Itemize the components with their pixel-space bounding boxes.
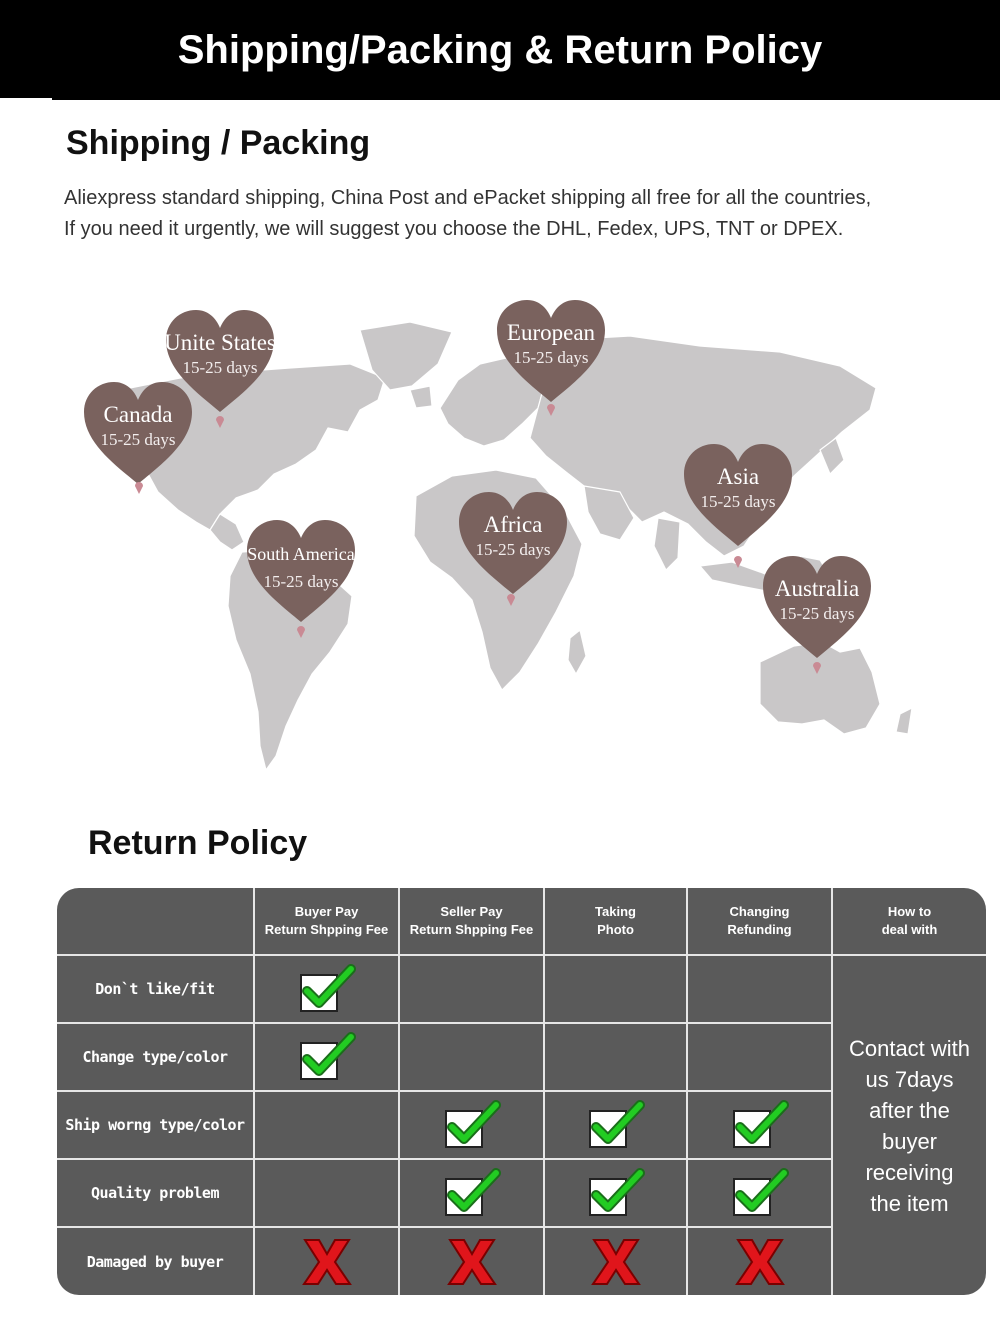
- table-cell: [255, 1024, 400, 1092]
- location-pin-icon: [733, 554, 743, 568]
- table-cell: [255, 1228, 400, 1295]
- region-name: Unite States: [164, 330, 276, 355]
- checkbox-check-icon: [730, 1099, 790, 1151]
- shipping-line-2: If you need it urgently, we will suggest you choose the DHL, Fedex, UPS, TNT or DPEX.: [64, 218, 844, 240]
- heart-icon: [241, 516, 361, 626]
- shipping-heading: Shipping / Packing: [66, 124, 371, 162]
- red-x-icon: [442, 1236, 502, 1288]
- column-header-line: Refunding: [727, 922, 792, 937]
- red-x-icon: [730, 1236, 790, 1288]
- table-cell: [255, 956, 400, 1024]
- return-policy-heading: Return Policy: [88, 824, 308, 862]
- region-name: South America: [247, 544, 355, 564]
- table-cell: [400, 956, 545, 1024]
- location-pin-icon: [546, 402, 556, 416]
- location-pin-icon: [812, 660, 822, 674]
- table-cell: [545, 1024, 688, 1092]
- column-header-line: Photo: [597, 922, 634, 937]
- column-header: [688, 888, 833, 956]
- table-cell: [400, 1024, 545, 1092]
- region-name: Canada: [103, 402, 173, 427]
- red-x-icon: [297, 1236, 357, 1288]
- table-corner-cell: [57, 888, 255, 956]
- table-cell: [688, 1024, 833, 1092]
- region-name: Australia: [774, 576, 860, 601]
- region-australia: [757, 552, 877, 662]
- column-header: [545, 888, 688, 956]
- checkbox-check-icon: [442, 1099, 502, 1151]
- region-canada: [78, 378, 198, 488]
- world-map: [60, 260, 940, 800]
- table-row-label: Damaged by buyer: [57, 1228, 255, 1295]
- red-x-icon: [586, 1236, 646, 1288]
- column-header: [833, 888, 986, 956]
- checkbox-check-icon: [586, 1167, 646, 1219]
- column-header-line: How to: [887, 904, 932, 919]
- deal-with-line: buyer: [881, 1128, 938, 1154]
- table-row-label: Don`t like/fit: [57, 956, 255, 1024]
- column-header-line: Taking: [595, 904, 636, 919]
- region-european: [491, 296, 611, 406]
- column-header-line: Seller Pay: [440, 904, 503, 919]
- table-cell: [545, 1160, 688, 1228]
- table-cell: [400, 1228, 545, 1295]
- region-africa: [453, 488, 573, 598]
- deal-with-line: receiving: [865, 1159, 954, 1185]
- table-cell: [688, 956, 833, 1024]
- table-cell: [688, 1092, 833, 1160]
- column-header-line: Changing: [729, 904, 790, 919]
- deal-with-line: after the: [869, 1097, 950, 1123]
- region-days: 15-25 days: [779, 604, 855, 623]
- column-header: [255, 888, 400, 956]
- region-days: 15-25 days: [513, 348, 589, 367]
- table-cell: [400, 1160, 545, 1228]
- shipping-line-1: Aliexpress standard shipping, China Post and ePacket shipping all free for all the countries,: [64, 187, 872, 209]
- column-header: [400, 888, 545, 956]
- region-name: Africa: [483, 512, 543, 537]
- page-title: Shipping/Packing & Return Policy: [177, 28, 823, 72]
- region-name: Asia: [716, 464, 760, 489]
- table-row-label: Change type/color: [57, 1024, 255, 1092]
- region-days: 15-25 days: [475, 540, 551, 559]
- location-pin-icon: [215, 414, 225, 428]
- shipping-description: [64, 183, 984, 245]
- region-days: 15-25 days: [700, 492, 776, 511]
- checkbox-check-icon: [442, 1167, 502, 1219]
- table-cell: [545, 1228, 688, 1295]
- checkbox-check-icon: [730, 1167, 790, 1219]
- location-pin-icon: [296, 624, 306, 638]
- deal-with-line: Contact with: [848, 1035, 971, 1061]
- deal-with-cell: [833, 956, 986, 1295]
- table-cell: [255, 1160, 400, 1228]
- column-header-line: Return Shpping Fee: [264, 922, 389, 937]
- table-cell: [400, 1092, 545, 1160]
- table-row-label: Quality problem: [57, 1160, 255, 1228]
- column-header-line: Buyer Pay: [294, 904, 359, 919]
- deal-with-line: us 7days: [865, 1066, 954, 1092]
- return-policy-table: [57, 888, 986, 1295]
- location-pin-icon: [134, 480, 144, 494]
- region-days: 15-25 days: [100, 430, 176, 449]
- checkbox-check-icon: [297, 1031, 357, 1083]
- table-cell: [255, 1092, 400, 1160]
- column-header-line: deal with: [881, 922, 938, 937]
- deal-with-line: the item: [870, 1190, 949, 1216]
- region-asia: [678, 440, 798, 550]
- table-cell: [688, 1160, 833, 1228]
- region-south-america: [241, 516, 361, 626]
- table-cell: [688, 1228, 833, 1295]
- table-cell: [545, 1092, 688, 1160]
- table-cell: [545, 956, 688, 1024]
- region-days: 15-25 days: [263, 572, 339, 591]
- checkbox-check-icon: [586, 1099, 646, 1151]
- region-name: European: [506, 320, 596, 345]
- column-header-line: Return Shpping Fee: [409, 922, 534, 937]
- location-pin-icon: [506, 592, 516, 606]
- table-row-label: Ship worng type/color: [57, 1092, 255, 1160]
- region-days: 15-25 days: [182, 358, 258, 377]
- checkbox-check-icon: [297, 963, 357, 1015]
